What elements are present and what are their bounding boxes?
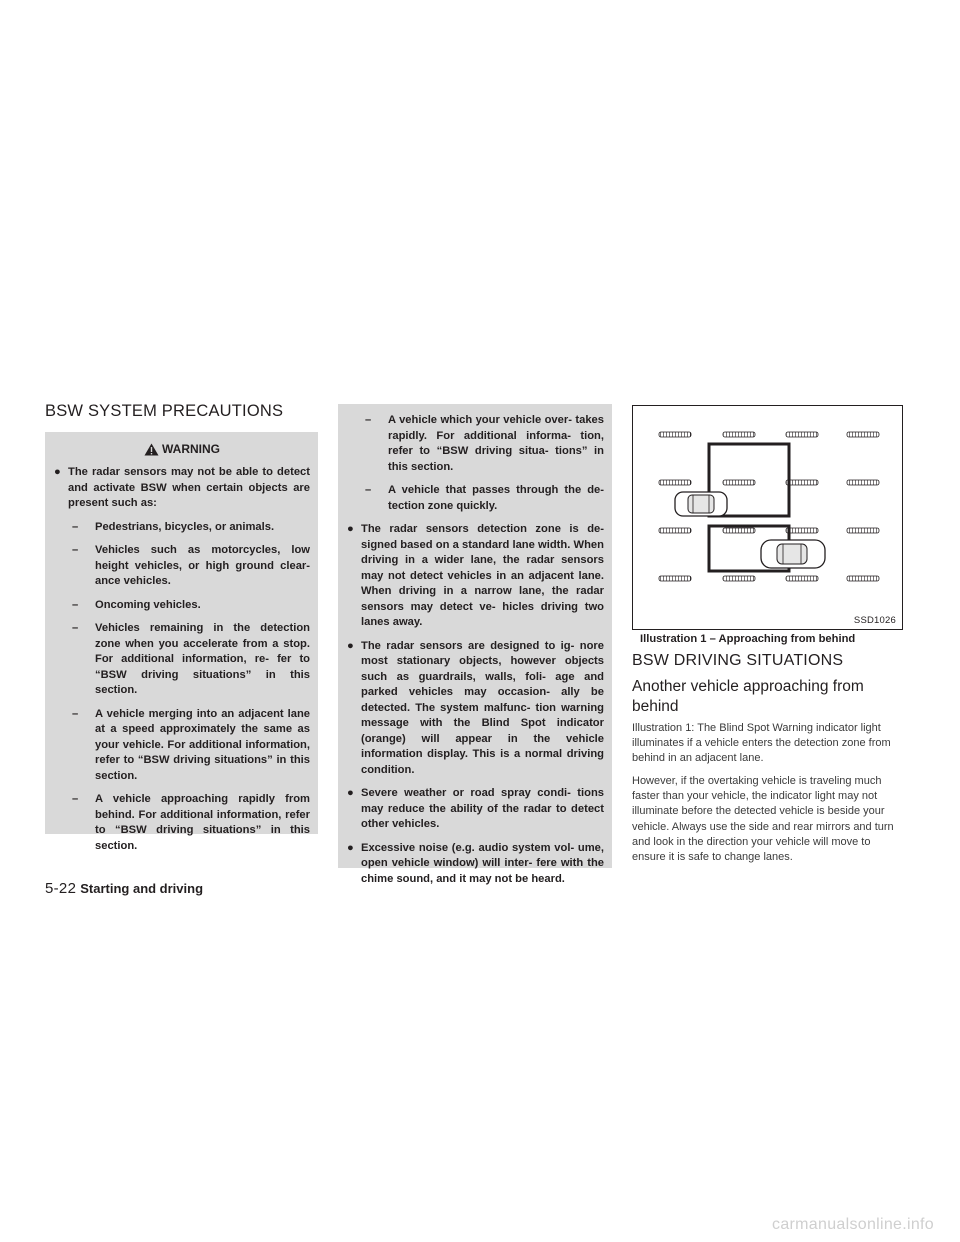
warning-bullet-item [347, 841, 604, 888]
item-text: Severe weather or road spray condi- tions may reduce the ability of the radar to detect other vehicles. [361, 787, 604, 830]
warning-sub-item [347, 483, 604, 514]
driving-situations-heading: BSW DRIVING SITUATIONS [632, 652, 844, 669]
warning-triangle-icon [144, 443, 159, 456]
bullet-marker: ● [54, 466, 61, 478]
dash-marker: – [365, 414, 372, 426]
bullet-marker: ● [347, 639, 354, 652]
dash-marker: – [72, 622, 79, 634]
item-text: Excessive noise (e.g. audio system vol- ume, open vehicle window) will inter- fere with the chime sound, and it may not be heard. [361, 841, 604, 885]
paragraph-1: Illustration 1: The Blind Spot Warning indicator light illuminates if a vehicle enters the detection zone from behind in an adjacent lane. [632, 722, 891, 765]
figure-code: SSD1026 [853, 615, 896, 626]
item-text: Oncoming vehicles. [95, 598, 201, 611]
warning-sub-item [54, 543, 310, 590]
warning-bullet-item [347, 522, 604, 631]
warning-sub-item [54, 520, 310, 536]
item-text: A vehicle merging into an adjacent lane at a speed approximately the same as your vehicle. For additional information, refer to “BSW driving situations” in this section. [95, 707, 310, 782]
subsection-heading: Another vehicle approaching from behind [632, 678, 864, 715]
page-footer [45, 880, 203, 897]
item-text: Vehicles such as motorcycles, low height vehicles, or high ground clear- ance vehicles. [95, 544, 310, 587]
warning-box-column-1 [45, 432, 318, 852]
dash-marker: – [72, 793, 79, 805]
warning-sub-item [54, 707, 310, 785]
item-text: The radar sensors may not be able to detect and activate BSW when certain objects are present such as: [68, 466, 310, 509]
section-title: BSW SYSTEM PRECAUTIONS [45, 402, 284, 420]
page-number: 5-22 [45, 880, 77, 897]
warning-bullet-item [54, 465, 310, 512]
warning-list-column-1 [54, 465, 310, 854]
warning-sub-item [54, 598, 310, 614]
warning-sub-item [347, 413, 604, 475]
item-text: A vehicle that passes through the de- tection zone quickly. [388, 484, 604, 512]
dash-marker: – [365, 484, 372, 496]
watermark: carmanualsonline.info [772, 1216, 934, 1233]
dash-marker: – [72, 544, 79, 556]
warning-box-column-2 [338, 404, 612, 885]
dash-marker: – [72, 598, 79, 611]
item-text: Pedestrians, bicycles, or animals. [95, 520, 275, 533]
illustration-approaching-from-behind [632, 405, 903, 630]
road-diagram [633, 406, 901, 628]
paragraph-2: However, if the overtaking vehicle is traveling much faster than your vehicle, the indicator light may not illuminate before the detected vehicle is beside your vehicle. Always use the side and rear mirrors and turn and look in the direction your vehicle will move to ensure it is safe to change lanes. [632, 775, 894, 864]
bullet-marker: ● [347, 523, 354, 535]
warning-bullet-item [347, 639, 604, 779]
dash-marker: – [72, 520, 79, 533]
own-vehicle-icon [761, 540, 825, 568]
item-text: A vehicle approaching rapidly from behind. For additional information, refer to “BSW driving situations” in this section. [95, 793, 310, 852]
figure-caption: Illustration 1 – Approaching from behind [640, 633, 856, 645]
item-text: Vehicles remaining in the detection zone when you accelerate from a stop. For additional information, re- fer to “BSW driving situations” in this section. [95, 622, 310, 696]
item-text: The radar sensors are designed to ig- nore most stationary objects, however objects such as guardrails, walls, foli- age and parked vehicles may occasion- ally be detected. The system malfunc- tion warning message with the Blind Spot indicator (orange) will appear in the vehicle information display. This is a normal driving condition. [361, 639, 604, 776]
chapter-name: Starting and driving [80, 881, 204, 896]
warning-heading [54, 442, 310, 456]
approaching-vehicle-icon [675, 492, 727, 516]
warning-bullet-item [347, 786, 604, 833]
warning-sub-item [54, 792, 310, 854]
warning-label: WARNING [162, 442, 220, 456]
warning-list-column-2 [347, 413, 604, 887]
dash-marker: – [72, 707, 79, 720]
item-text: The radar sensors detection zone is de- signed based on a standard lane width. When driving in a wider lane, the radar sensors may not detect vehicles in an adjacent lane. When driving in a narrow lane, the radar sensors may detect ve- hicles driving two lanes away. [361, 523, 604, 628]
bullet-marker: ● [347, 787, 354, 799]
bullet-marker: ● [347, 841, 354, 854]
warning-sub-item [54, 621, 310, 699]
item-text: A vehicle which your vehicle over- takes rapidly. For additional informa- tion, refer to “BSW driving situa- tions” in this section. [388, 414, 604, 473]
